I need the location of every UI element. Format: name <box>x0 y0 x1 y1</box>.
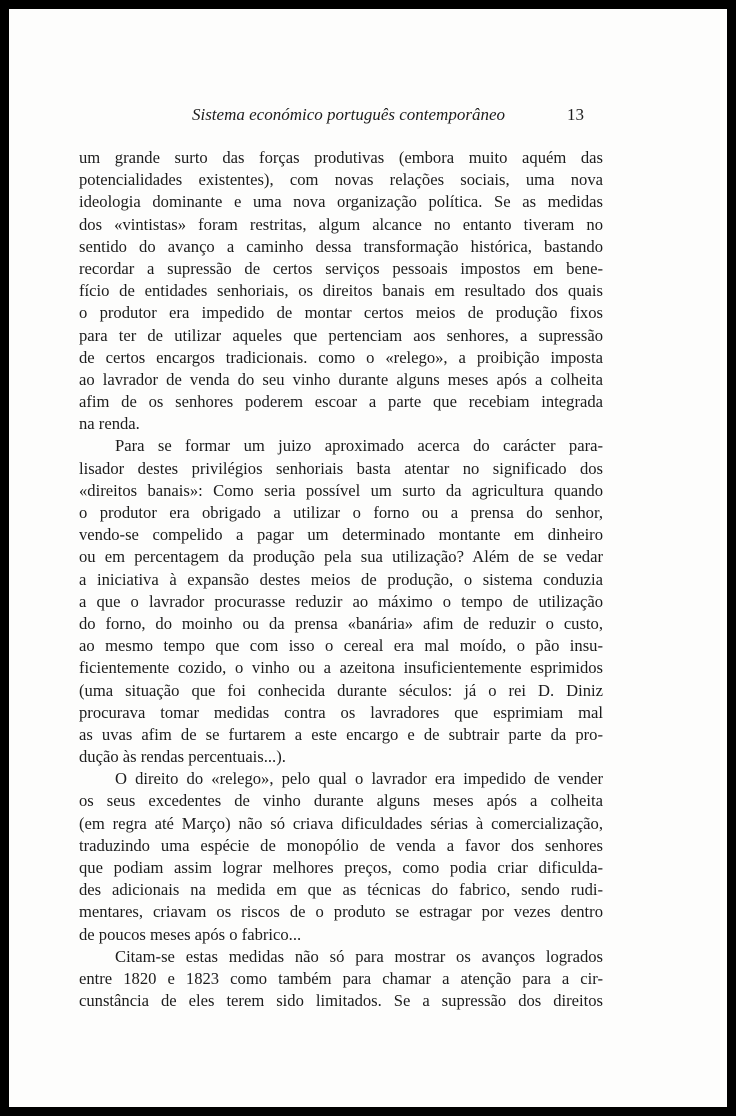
text-line: fício de entidades senhoriais, os direitos banais em resultado dos quais <box>79 281 603 301</box>
text-line: ao mesmo tempo que com isso o cereal era mal moído, o pão insu- <box>79 636 603 656</box>
text-line: ou em percentagem da produção pela sua utilização? Além de se vedar <box>79 547 603 567</box>
paragraph-1 <box>79 147 603 435</box>
text-line: o produtor era impedido de montar certos meios de produção fixos <box>79 303 603 323</box>
text-line: traduzindo uma espécie de monopólio de venda a favor dos senhores <box>79 835 603 855</box>
text-line: ficientemente cozido, o vinho ou a azeitona insuficientemente esprimidos <box>79 658 603 678</box>
text-line: de certos encargos tradicionais. como o «relego», a proibição imposta <box>79 347 603 367</box>
text-line: para ter de utilizar aqueles que pertenciam aos senhores, a supressão <box>79 325 603 345</box>
text-line: Citam-se estas medidas não só para mostrar os avanços logrados <box>115 946 603 966</box>
running-header <box>9 105 727 129</box>
text-line: as uvas afim de se furtarem a este encargo e de subtrair parte da pro- <box>79 724 603 744</box>
paragraph-3 <box>79 768 603 946</box>
text-line: a iniciativa à expansão destes meios de produção, o sistema conduzia <box>79 569 603 589</box>
text-line: des adicionais na medida em que as técnicas do fabrico, sendo rudi- <box>79 880 603 900</box>
text-line: dos «vintistas» foram restritas, algum alcance no entanto tiveram no <box>79 214 603 234</box>
paragraph-2 <box>79 435 603 768</box>
paragraph-4 <box>79 946 603 1013</box>
text-line: sentido do avanço a caminho dessa transformação histórica, bastando <box>79 236 603 256</box>
text-line: (em regra até Março) não só criava dificuldades sérias à comercialização, <box>79 813 603 833</box>
text-line: entre 1820 e 1823 como também para chamar a atenção para a cir- <box>79 968 603 988</box>
text-line: ideologia dominante e uma nova organização política. Se as medidas <box>79 192 603 212</box>
text-line: de poucos meses após o fabrico... <box>79 924 302 944</box>
text-line: lisador destes privilégios senhoriais basta atentar no significado dos <box>79 458 603 478</box>
text-line: do forno, do moinho ou da prensa «banária» afim de reduzir o custo, <box>79 613 603 633</box>
text-line: que podiam assim lograr melhores preços, como podia criar dificulda- <box>79 858 603 877</box>
running-title: Sistema económico português contemporâneo <box>191 105 505 124</box>
text-line: O direito do «relego», pelo qual o lavrador era impedido de vender <box>115 769 603 789</box>
text-line: na renda. <box>79 414 140 434</box>
text-line: vendo-se compelido a pagar um determinado montante em dinheiro <box>79 525 603 545</box>
text-line: Para se formar um juizo aproximado acerca do carácter para- <box>115 436 603 456</box>
text-line: a que o lavrador procurasse reduzir ao máximo o tempo de utilização <box>79 591 603 611</box>
text-line: ao lavrador de venda do seu vinho durante alguns meses após a colheita <box>79 369 603 389</box>
text-line: cunstância de eles terem sido limitados. Se a supressão dos direitos <box>79 991 603 1011</box>
text-line: afim de os senhores poderem escoar a parte que recebiam integrada <box>79 392 603 412</box>
text-line: recordar a supressão de certos serviços pessoais impostos em bene- <box>79 258 603 278</box>
text-line: (uma situação que foi conhecida durante séculos: já o rei D. Diniz <box>79 680 603 700</box>
text-line: o produtor era obrigado a utilizar o forno ou a prensa do senhor, <box>79 503 603 522</box>
page-number: 13 <box>567 105 584 124</box>
book-page <box>9 9 727 1107</box>
text-line: dução às rendas percentuais...). <box>79 747 286 767</box>
text-line: mentares, criavam os riscos de o produto se estragar por vezes dentro <box>79 902 603 922</box>
text-line: «direitos banais»: Como seria possível um surto da agricultura quando <box>79 480 603 500</box>
text-line: potencialidades existentes), com novas relações sociais, uma nova <box>79 170 603 190</box>
text-line: um grande surto das forças produtivas (embora muito aquém das <box>79 148 603 167</box>
text-line: os seus excedentes de vinho durante alguns meses após a colheita <box>79 791 603 811</box>
body-text <box>79 147 603 1012</box>
text-line: procurava tomar medidas contra os lavradores que esprimiam mal <box>79 702 603 722</box>
